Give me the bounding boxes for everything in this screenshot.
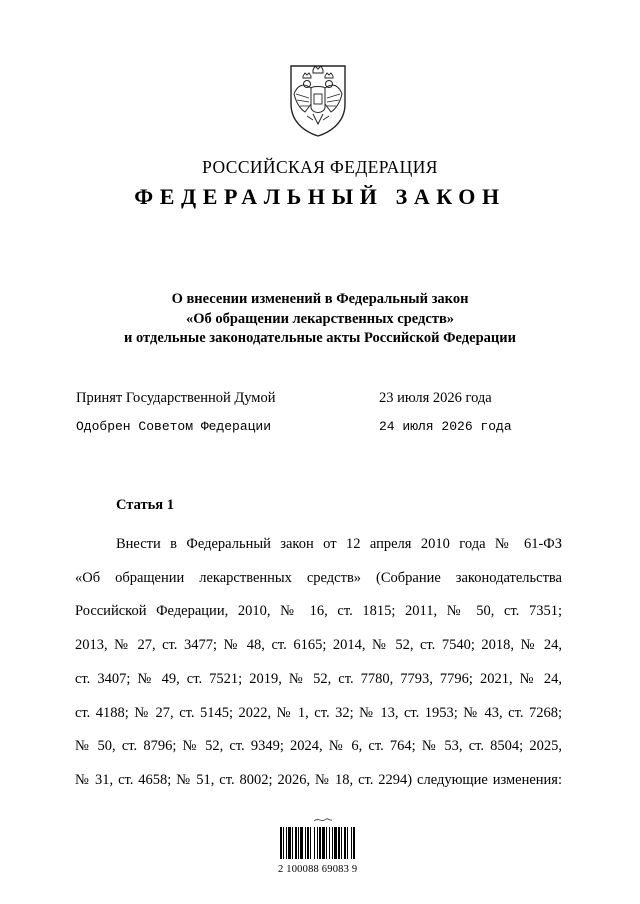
article-body-line: Внести в Федеральный закон от 12 апреля 2010 года № 61-ФЗ xyxy=(116,536,562,552)
subject-line: О внесении изменений в Федеральный закон xyxy=(171,291,469,307)
document-type-title: ФЕДЕРАЛЬНЫЙ ЗАКОН xyxy=(134,184,506,209)
barcode-icon xyxy=(278,817,364,861)
country-name: РОССИЙСКАЯ ФЕДЕРАЦИЯ xyxy=(202,157,438,177)
article-body-line: № 50, ст. 8796; № 52, ст. 9349; 2024, № 6, ст. 764; № 53, ст. 8504; 2025, xyxy=(75,738,562,755)
article-body-line: ст. 3407; № 49, ст. 7521; 2019, № 52, ст. 7780, 7793, 7796; 2021, № 24, xyxy=(75,670,562,687)
document-barcode xyxy=(278,817,368,877)
subject-line: и отдельные законодательные акты Российской Федерации xyxy=(124,330,516,346)
article-body-line: Российской Федерации, 2010, № 16, ст. 1815; 2011, № 50, ст. 7351; xyxy=(75,603,562,620)
law-subject xyxy=(0,290,640,349)
duma-adoption-label: Принят Государственной Думой xyxy=(76,390,276,406)
council-approval-date: 24 июля 2026 года xyxy=(379,419,512,434)
article-body-line: 2013, № 27, ст. 3477; № 48, ст. 6165; 2014, № 52, ст. 7540; 2018, № 24, xyxy=(75,637,562,654)
subject-line: «Об обращении лекарственных средств» xyxy=(185,310,455,327)
council-approval-label: Одобрен Советом Федерации xyxy=(76,419,272,434)
article-body-line: «Об обращении лекарственных средств» (Собрание законодательства xyxy=(75,569,562,586)
article-body-line: № 31, ст. 4658; № 51, ст. 8002; 2026, № 18, ст. 2294) следующие изменения: xyxy=(75,771,562,788)
duma-adoption-date: 23 июля 2026 года xyxy=(379,390,492,406)
article-body-line: ст. 4188; № 27, ст. 5145; 2022, № 1, ст. 32; № 13, ст. 1953; № 43, ст. 7268; xyxy=(75,704,562,721)
article-heading: Статья 1 xyxy=(116,497,174,513)
article-body xyxy=(75,528,562,798)
barcode-number: 2 100088 69083 9 xyxy=(278,864,358,875)
coat-of-arms-icon xyxy=(283,64,353,138)
